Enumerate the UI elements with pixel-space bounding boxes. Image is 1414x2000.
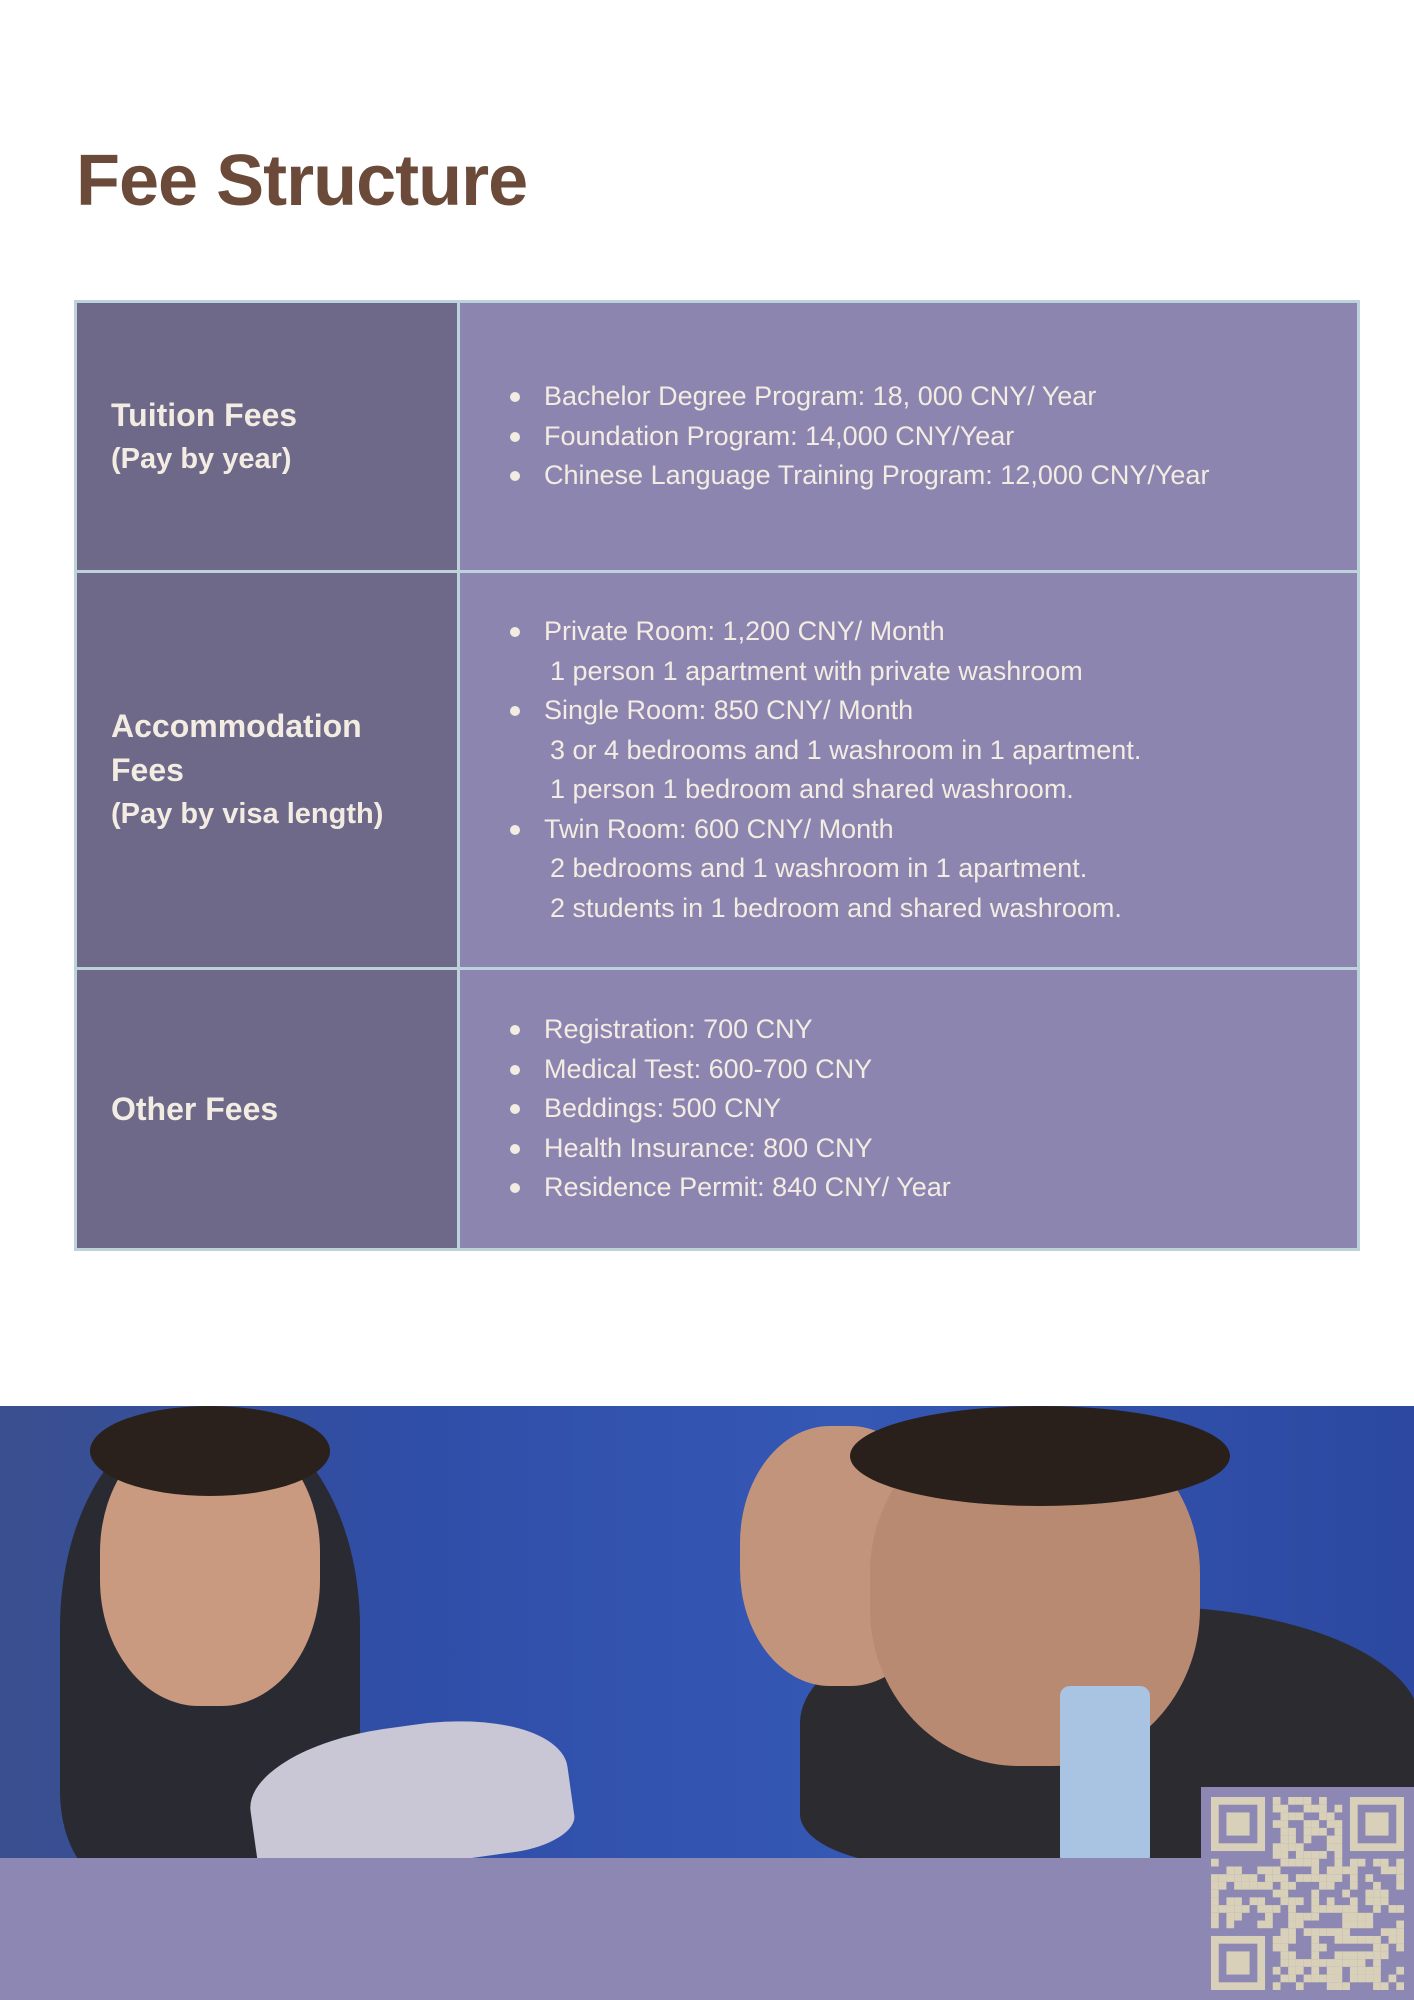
fee-item: Private Room: 1,200 CNY/ Month (510, 612, 1357, 652)
fee-item: Chinese Language Training Program: 12,000 CNY/Year (510, 456, 1357, 496)
fee-list (460, 303, 1357, 570)
category-label: Tuition Fees (111, 396, 298, 433)
fee-item: Medical Test: 600-700 CNY (510, 1050, 1357, 1090)
fee-item-detail: 3 or 4 bedrooms and 1 washroom in 1 apartment. (550, 734, 1142, 765)
fee-item: Beddings: 500 CNY (510, 1089, 1357, 1129)
fee-item: Registration: 700 CNY (510, 1010, 1357, 1050)
fee-item: Foundation Program: 14,000 CNY/Year (510, 417, 1357, 457)
page-title: Fee Structure (76, 141, 528, 221)
fee-item-detail: 2 bedrooms and 1 washroom in 1 apartment. (550, 853, 1088, 883)
qr-code[interactable] (1201, 1787, 1414, 2000)
category-note: (Pay by visa length) (111, 798, 384, 830)
category-label: Accommodation Fees (111, 708, 362, 788)
category-label: Other Fees (111, 1091, 279, 1127)
fee-item: Single Room: 850 CNY/ Month (510, 691, 1357, 731)
fee-table (74, 300, 1360, 1251)
fee-list (460, 573, 1357, 967)
fee-item: Health Insurance: 800 CNY (510, 1129, 1357, 1169)
fee-item-detail: 1 person 1 apartment with private washroom (550, 655, 1083, 686)
fee-item-detail: 1 person 1 bedroom and shared washroom. (550, 774, 1074, 804)
fee-item: Residence Permit: 840 CNY/ Year (510, 1168, 1357, 1208)
fee-row (77, 303, 1357, 573)
fee-item: Twin Room: 600 CNY/ Month (510, 810, 1357, 850)
fee-category (77, 573, 460, 967)
fee-row (77, 573, 1357, 970)
fee-item: Bachelor Degree Program: 18, 000 CNY/ Year (510, 377, 1357, 417)
fee-row (77, 970, 1357, 1248)
fee-category (77, 303, 460, 570)
fee-category (77, 970, 460, 1248)
fee-list (460, 970, 1357, 1248)
fee-item-detail: 2 students in 1 bedroom and shared washroom. (550, 892, 1122, 923)
category-note: (Pay by year) (111, 442, 292, 475)
